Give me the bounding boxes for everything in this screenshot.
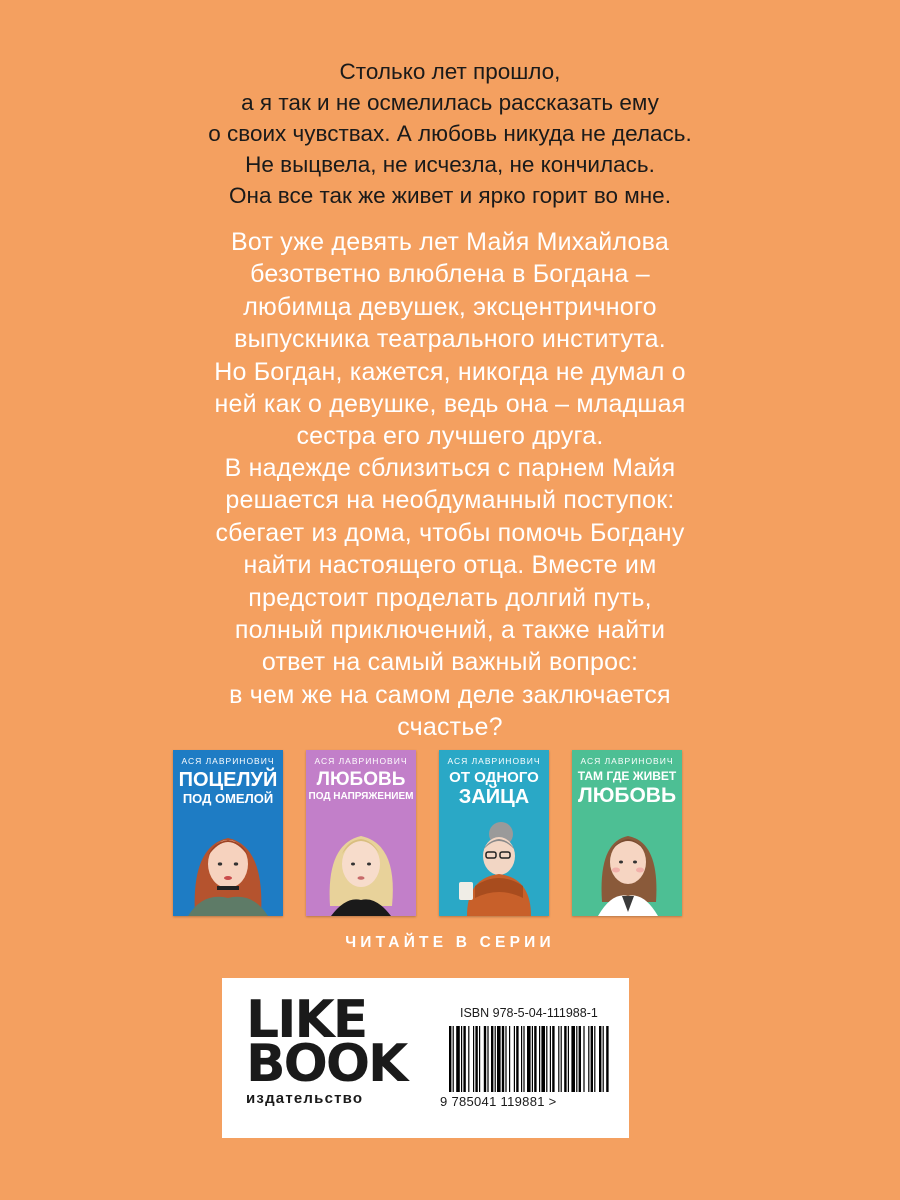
- book-title-line: ЛЮБОВЬ: [577, 784, 677, 807]
- text-line: полный приключений, а также найти: [234, 616, 666, 645]
- barcode-bar: [505, 1026, 506, 1092]
- barcode-bar: [571, 1026, 575, 1092]
- barcode-number: 9 785041 119881 >: [440, 1094, 557, 1109]
- quote-line: о своих чувствах. А любовь никуда не делась.: [208, 121, 692, 146]
- barcode-bar: [588, 1026, 589, 1092]
- barcode-bar: [568, 1026, 569, 1092]
- barcode-bar: [552, 1026, 554, 1092]
- book-title-line: ПОД НАПРЯЖЕНИЕМ: [308, 791, 414, 802]
- text-line: ответ на самый важный вопрос:: [261, 648, 639, 677]
- quote-line: Столько лет прошло,: [339, 59, 561, 84]
- book-cover-tam-gde-zhivet-lyubov[interactable]: [572, 750, 682, 916]
- book-author: АСЯ ЛАВРИНОВИЧ: [181, 756, 275, 766]
- barcode-bar: [497, 1026, 501, 1092]
- barcode-bar: [495, 1026, 496, 1092]
- barcode-bar: [463, 1026, 465, 1092]
- book-cover-ot-odnogo-zaytsa[interactable]: [439, 750, 549, 916]
- text-line: в чем же на самом деле заключается: [229, 680, 671, 709]
- barcode-bar: [516, 1026, 518, 1092]
- text-line: Но Богдан, кажется, никогда не думал о: [214, 357, 686, 386]
- book-title-line: ЗАЙЦА: [458, 786, 530, 808]
- logo-top-text: LIKE: [246, 990, 367, 1050]
- barcode-bar: [561, 1026, 562, 1092]
- barcode-bar: [532, 1026, 533, 1092]
- book-title-line: ТАМ ГДЕ ЖИВЕТ: [577, 769, 677, 783]
- opening-quote: [0, 56, 900, 211]
- book-author: АСЯ ЛАВРИНОВИЧ: [580, 756, 674, 766]
- text-line: ней как о девушке, ведь она – младшая: [214, 390, 686, 419]
- book-cover-lyubov-pod-napryazheniem[interactable]: [306, 750, 416, 916]
- isbn-text: ISBN 978-5-04-111988-1: [460, 1006, 598, 1020]
- barcode-bar: [509, 1026, 510, 1092]
- girl-illustration: [173, 806, 283, 916]
- barcode-bar: [564, 1026, 566, 1092]
- barcode-bar: [514, 1026, 515, 1092]
- text-line: любимца девушек, эксцентричного: [243, 292, 657, 321]
- barcode-bar: [583, 1026, 584, 1092]
- barcode-bar: [606, 1026, 608, 1092]
- quote-line: а я так и не осмелилась рассказать ему: [241, 90, 659, 115]
- publisher-barcode-plate: [222, 978, 629, 1138]
- barcode-bar: [576, 1026, 577, 1092]
- publisher-subtitle: издательство: [246, 1090, 364, 1107]
- barcode-bar: [453, 1026, 454, 1092]
- logo-bottom-text: BOOK: [246, 1034, 407, 1094]
- barcode-bar: [456, 1026, 460, 1092]
- barcode-bar: [579, 1026, 581, 1092]
- logo-bottom-row: [246, 1034, 407, 1094]
- book-title-line: ЛЮБОВЬ: [316, 769, 406, 790]
- barcode-bar: [484, 1026, 486, 1092]
- book-title-line: ОТ ОДНОГО: [449, 769, 539, 786]
- barcode-bar: [475, 1026, 477, 1092]
- barcode-bar: [550, 1026, 551, 1092]
- barcode-bar: [523, 1026, 524, 1092]
- book-title-line: ПОД ОМЕЛОЙ: [182, 791, 274, 806]
- text-line: выпускника театрального института.: [234, 325, 666, 354]
- synopsis-paragraph-2: [0, 452, 900, 744]
- book-title: [173, 770, 283, 805]
- text-line: предстоит проделать долгий путь,: [248, 583, 652, 612]
- barcode-bar: [527, 1026, 531, 1092]
- barcode-bar: [591, 1026, 593, 1092]
- barcode-bar: [539, 1026, 540, 1092]
- barcode-bar: [461, 1026, 462, 1092]
- text-line: найти настоящего отца. Вместе им: [243, 551, 657, 580]
- barcode-bar: [473, 1026, 474, 1092]
- barcode-bar: [502, 1026, 504, 1092]
- barcode-bar: [534, 1026, 536, 1092]
- barcode-bar: [541, 1026, 545, 1092]
- quote-line: Не выцвела, не исчезла, не кончилась.: [245, 152, 655, 177]
- book-title: [572, 770, 682, 806]
- likebook-logo: [246, 990, 407, 1107]
- barcode: [447, 1026, 612, 1092]
- book-title-line: ПОЦЕЛУЙ: [178, 769, 278, 791]
- barcode-bar: [558, 1026, 559, 1092]
- barcode-bar: [468, 1026, 469, 1092]
- text-line: сестра его лучшего друга.: [296, 422, 604, 451]
- synopsis-paragraph-1: [0, 226, 900, 453]
- book-author: АСЯ ЛАВРИНОВИЧ: [447, 756, 541, 766]
- barcode-bar: [521, 1026, 522, 1092]
- girl-illustration: [306, 806, 416, 916]
- book-title: [306, 770, 416, 802]
- barcode-bar: [491, 1026, 493, 1092]
- text-line: В надежде сблизиться с парнем Майя: [224, 454, 676, 482]
- barcode-bar: [603, 1026, 604, 1092]
- series-label: ЧИТАЙТЕ В СЕРИИ: [345, 934, 555, 951]
- text-line: безответно влюблена в Богдана –: [250, 260, 650, 289]
- book-author: АСЯ ЛАВРИНОВИЧ: [314, 756, 408, 766]
- barcode-bar: [479, 1026, 480, 1092]
- barcode-bar: [487, 1026, 488, 1092]
- text-line: Вот уже девять лет Майя Михайлова: [231, 228, 669, 256]
- girl-illustration: [572, 806, 682, 916]
- barcode-bar: [546, 1026, 547, 1092]
- girl-illustration: [439, 806, 549, 916]
- text-line: сбегает из дома, чтобы помочь Богдану: [215, 518, 685, 547]
- barcode-bar: [599, 1026, 601, 1092]
- quote-line: Она все так же живет и ярко горит во мне.: [229, 183, 671, 208]
- book-title: [439, 770, 549, 807]
- text-line: решается на необдуманный поступок:: [225, 486, 675, 515]
- text-line: счастье?: [397, 713, 503, 742]
- book-cover-potseluy[interactable]: [173, 750, 283, 916]
- barcode-bar: [594, 1026, 595, 1092]
- barcode-bar: [449, 1026, 451, 1092]
